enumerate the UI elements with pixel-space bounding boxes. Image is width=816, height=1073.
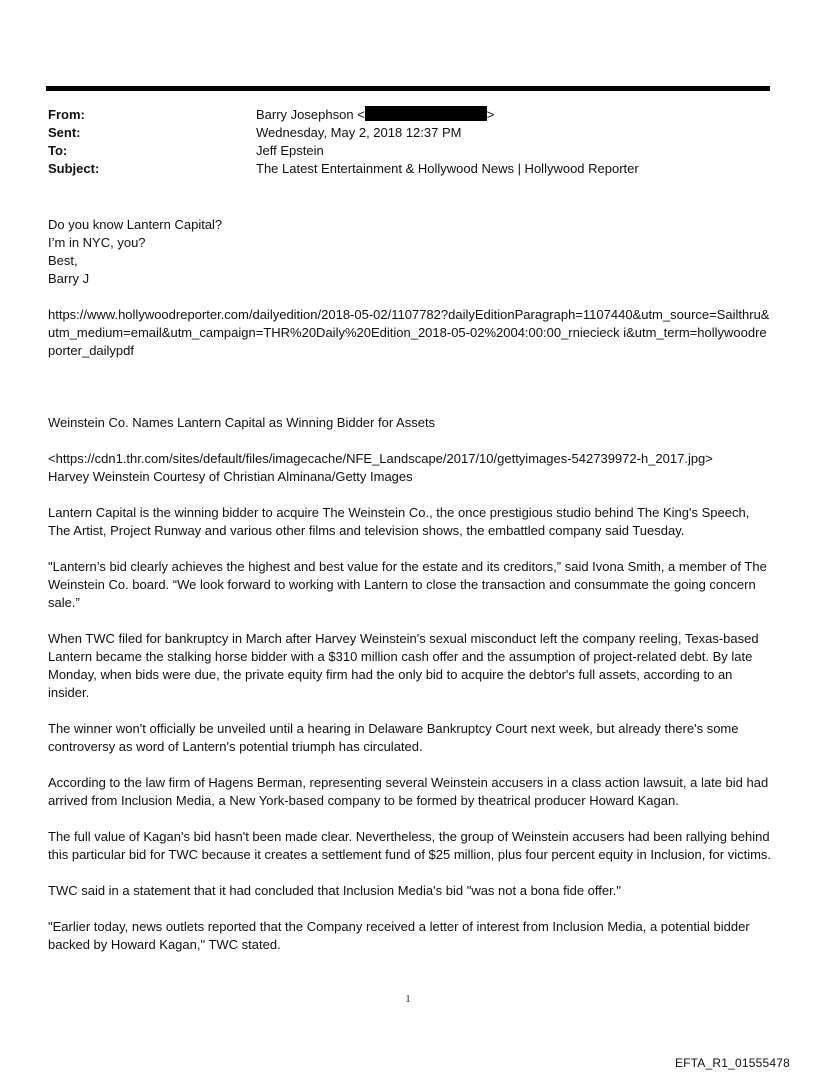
signature: Barry J [48,271,90,286]
email-body [48,216,772,972]
sender-name: Barry Josephson [256,107,354,122]
message-line: Best, [48,253,78,268]
subject-value: The Latest Entertainment & Hollywood News | Hollywood Reporter [256,161,639,176]
article-paragraph: "Lantern’s bid clearly achieves the highest and best value for the estate and its creditors,” said Ivona Smith, a member of The Weinstein Co. board. “We look forward to working with Lantern to close the transaction and consummate the going concern sale.” [48,559,767,610]
redacted-email-block [365,106,487,121]
article-paragraph: According to the law firm of Hagens Berman, representing several Weinstein accusers in a class action lawsuit, a late bid had arrived from Inclusion Media, a New York-based company to be formed by theatrical producer Howard Kagan. [48,775,769,808]
article-title: Weinstein Co. Names Lantern Capital as Winning Bidder for Assets [48,415,436,430]
article-paragraph: The winner won't officially be unveiled until a hearing in Delaware Bankruptcy Court next week, but already there's some controversy as word of Lantern's potential triumph has circulated. [48,721,739,754]
from-value [256,106,768,124]
to-label: To: [48,143,68,158]
to-row [48,142,768,160]
email-open-bracket: < [357,107,365,122]
message-line: Do you know Lantern Capital? [48,217,223,232]
article-paragraph: "Earlier today, news outlets reported that the Company received a letter of interest from Inclusion Media, a potential bidder backed by Howard Kagan," TWC stated. [48,919,750,952]
to-value: Jeff Epstein [256,143,324,158]
sent-row [48,124,768,142]
email-header [48,106,768,178]
header-divider [46,86,770,91]
page-number: 1 [405,994,411,1005]
article-paragraph: Lantern Capital is the winning bidder to acquire The Weinstein Co., the once prestigious studio behind The King's Speech, The Artist, Project Runway and various other films and television shows, the embattled company said Tuesday. [48,505,750,538]
subject-label: Subject: [48,161,100,176]
sent-label: Sent: [48,125,81,140]
article-link[interactable]: https://www.hollywoodreporter.com/dailyedition/2018-05-02/1107782?dailyEditionParagraph=1107440&utm_source=Sailthru&utm_medium=email&utm_campaign=THR%20Daily%20Edition_2018-05-02%2004:00:00_rniecieck i&utm_term=hollywoodreporter_dailypdf [48,307,770,358]
from-label: From: [48,107,85,122]
image-caption: Harvey Weinstein Courtesy of Christian Alminana/Getty Images [48,469,413,484]
image-url[interactable]: <https://cdn1.thr.com/sites/default/files/imagecache/NFE_Landscape/2017/10/gettyimages-542739972-h_2017.jpg> [48,451,713,466]
from-row [48,106,768,124]
article-paragraph: When TWC filed for bankruptcy in March after Harvey Weinstein's sexual misconduct left the company reeling, Texas-based Lantern became the stalking horse bidder with a $310 million cash offer and the assumption of project-related debt. By late Monday, when bids were due, the private equity firm had the only bid to acquire the debtor's full assets, according to an insider. [48,631,759,700]
document-id: EFTA_R1_01555478 [674,1056,790,1070]
article-paragraph: TWC said in a statement that it had concluded that Inclusion Media's bid "was not a bona fide offer." [48,883,621,898]
sent-value: Wednesday, May 2, 2018 12:37 PM [256,125,462,140]
subject-row [48,160,768,178]
message-line: I’m in NYC, you? [48,235,146,250]
article-paragraph: The full value of Kagan's bid hasn't been made clear. Nevertheless, the group of Weinstein accusers had been rallying behind this particular bid for TWC because it creates a settlement fund of $25 million, plus four percent equity in Inclusion, for victims. [48,829,772,862]
email-close-bracket: > [486,107,495,122]
